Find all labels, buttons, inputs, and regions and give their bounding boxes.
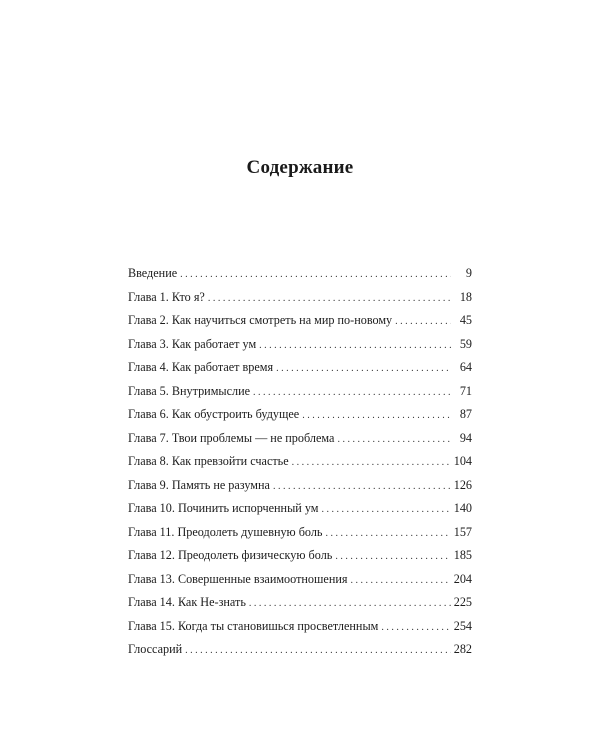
toc-entry-chapter-3[interactable]: [128, 333, 472, 357]
toc-entry-label: Глава 4. Как работает время: [128, 360, 274, 374]
toc-dot-leader: [180, 263, 451, 287]
toc-page-number: 9: [465, 266, 472, 280]
toc-page-number: 59: [459, 336, 472, 351]
toc-dot-leader: [326, 522, 451, 546]
toc-page-number: 87: [459, 407, 472, 421]
toc-page-number: 254: [453, 618, 472, 633]
toc-page-number: 64: [459, 360, 472, 374]
toc-dot-leader: [350, 569, 450, 593]
toc-entry-chapter-14[interactable]: [128, 591, 472, 615]
toc-dot-leader: [395, 310, 451, 334]
toc-entry-chapter-9[interactable]: [128, 474, 472, 498]
toc-entry-label: Глоссарий: [128, 642, 183, 656]
toc-entry-chapter-15[interactable]: [128, 615, 472, 639]
toc-entry-label: Глава 9. Память не разумна: [128, 477, 270, 492]
toc-entry-chapter-4[interactable]: [128, 356, 472, 380]
toc-entry-chapter-6[interactable]: [128, 403, 472, 427]
toc-dot-leader: [321, 498, 450, 522]
toc-dot-leader: [185, 639, 451, 663]
toc-dot-leader: [273, 475, 451, 499]
toc-entry-chapter-5[interactable]: [128, 380, 472, 404]
toc-page-number: 185: [453, 548, 472, 562]
toc-dot-leader: [335, 545, 450, 569]
toc-entry-label: Глава 6. Как обустроить будущее: [128, 407, 300, 421]
toc-entry-label: Глава 7. Твои проблемы — не проблема: [128, 430, 335, 445]
toc-entry-glossary[interactable]: [128, 638, 472, 662]
toc-dot-leader: [259, 334, 451, 358]
toc-entry-label: Глава 14. Как Не-знать: [128, 595, 246, 609]
toc-page-number: 94: [459, 430, 472, 445]
table-of-contents: [128, 262, 472, 662]
toc-page-number: 71: [459, 383, 472, 398]
toc-page-number: 204: [453, 571, 472, 586]
page-title: Содержание: [246, 157, 354, 178]
toc-page-number: 157: [453, 524, 472, 539]
toc-dot-leader: [253, 381, 451, 405]
toc-page-number: 45: [459, 313, 472, 327]
toc-entry-chapter-12[interactable]: [128, 544, 472, 568]
toc-entry-label: Глава 3. Как работает ум: [128, 336, 257, 351]
toc-page-number: 282: [453, 642, 472, 656]
toc-dot-leader: [337, 428, 451, 452]
toc-entry-label: Глава 8. Как превзойти счастье: [128, 454, 289, 468]
toc-entry-label: Глава 13. Совершенные взаимоотношения: [128, 571, 348, 586]
toc-dot-leader: [302, 404, 451, 428]
toc-entry-label: Введение: [128, 266, 178, 280]
toc-page-number: 104: [453, 454, 472, 468]
toc-entry-label: Глава 1. Кто я?: [128, 289, 205, 304]
toc-entry-label: Глава 15. Когда ты становишься просветленным: [128, 618, 379, 633]
toc-page-number: 140: [453, 501, 472, 515]
toc-dot-leader: [292, 451, 451, 475]
toc-dot-leader: [381, 616, 450, 640]
toc-entry-chapter-11[interactable]: [128, 521, 472, 545]
toc-page-number: 225: [453, 595, 472, 609]
toc-entry-chapter-13[interactable]: [128, 568, 472, 592]
toc-entry-label: Глава 5. Внутримыслие: [128, 383, 251, 398]
toc-entry-chapter-1[interactable]: [128, 286, 472, 310]
toc-page-number: 18: [459, 289, 472, 304]
toc-entry-chapter-2[interactable]: [128, 309, 472, 333]
toc-entry-chapter-10[interactable]: [128, 497, 472, 521]
toc-entry-chapter-8[interactable]: [128, 450, 472, 474]
toc-entry-chapter-7[interactable]: [128, 427, 472, 451]
toc-entry-label: Глава 12. Преодолеть физическую боль: [128, 548, 333, 562]
toc-page-number: 126: [453, 477, 472, 492]
toc-entry-introduction[interactable]: [128, 262, 472, 286]
toc-dot-leader: [276, 357, 451, 381]
toc-dot-leader: [208, 287, 451, 311]
toc-entry-label: Глава 2. Как научиться смотреть на мир по-новому: [128, 313, 393, 327]
toc-entry-label: Глава 10. Починить испорченный ум: [128, 501, 319, 515]
toc-dot-leader: [249, 592, 451, 616]
toc-entry-label: Глава 11. Преодолеть душевную боль: [128, 524, 323, 539]
